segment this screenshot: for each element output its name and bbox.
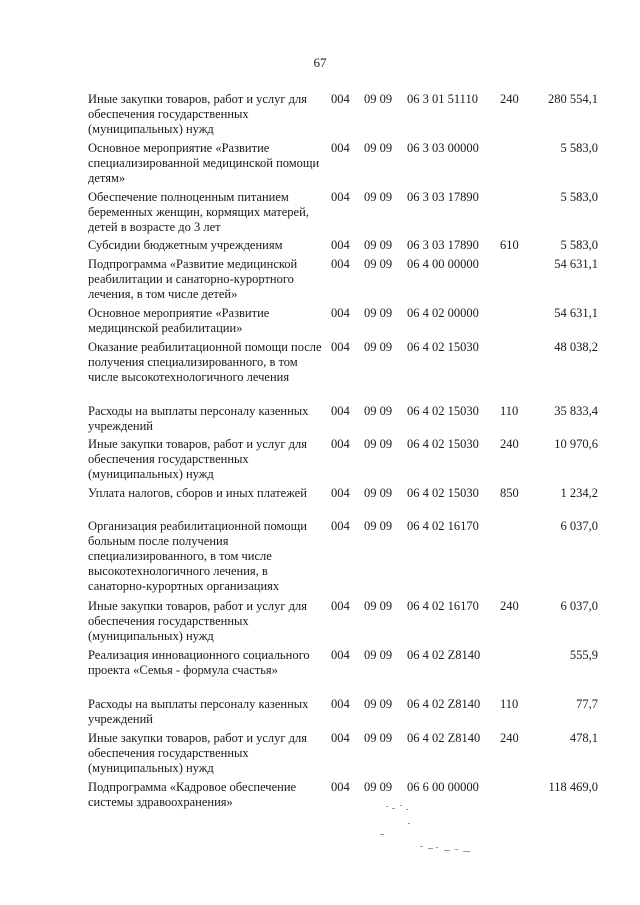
row-amount: 478,1 (569, 731, 598, 745)
row-amount: 280 554,1 (548, 92, 598, 106)
row-section-code: 09 09 (364, 92, 393, 106)
row-target-code: 06 4 02 00000 (407, 306, 479, 320)
row-expense-type: 240 (500, 731, 519, 745)
row-expense-type: 240 (500, 92, 519, 106)
row-section-code: 09 09 (364, 780, 393, 794)
row-amount: 118 469,0 (548, 780, 598, 794)
row-section-code: 09 09 (364, 257, 393, 271)
row-target-code: 06 4 02 Z8140 (407, 731, 481, 745)
row-target-code: 06 3 01 51110 (407, 92, 478, 106)
row-ministry-code: 004 (331, 238, 350, 252)
row-section-code: 09 09 (364, 648, 393, 662)
row-target-code: 06 3 03 00000 (407, 141, 479, 155)
row-section-code: 09 09 (364, 404, 393, 418)
row-description: Основное мероприятие «Развитие специализированной медицинской помощи детям» (88, 141, 320, 185)
row-description: Подпрограмма «Кадровое обеспечение системы здравоохранения» (88, 780, 297, 809)
row-description: Субсидии бюджетным учреждениям (88, 238, 283, 252)
row-section-code: 09 09 (364, 486, 393, 500)
row-ministry-code: 004 (331, 141, 350, 155)
row-description: Реализация инновационного социального проекта «Семья - формула счастья» (88, 648, 310, 677)
row-target-code: 06 4 02 Z8140 (407, 648, 481, 662)
row-target-code: 06 3 03 17890 (407, 238, 479, 252)
row-target-code: 06 6 00 00000 (407, 780, 479, 794)
row-section-code: 09 09 (364, 190, 393, 204)
page-number: 67 (313, 55, 327, 70)
row-section-code: 09 09 (364, 306, 393, 320)
row-section-code: 09 09 (364, 697, 393, 711)
row-amount: 6 037,0 (560, 519, 598, 533)
row-ministry-code: 004 (331, 519, 350, 533)
row-amount: 5 583,0 (560, 238, 598, 252)
row-amount: 5 583,0 (560, 141, 598, 155)
row-section-code: 09 09 (364, 599, 393, 613)
row-amount: 6 037,0 (560, 599, 598, 613)
row-target-code: 06 4 00 00000 (407, 257, 479, 271)
row-amount: 77,7 (576, 697, 598, 711)
row-ministry-code: 004 (331, 486, 350, 500)
row-description: Иные закупки товаров, работ и услуг для обеспечения государственных (муниципальных) нужд (88, 92, 308, 136)
row-amount: 555,9 (569, 648, 598, 662)
row-section-code: 09 09 (364, 437, 393, 451)
row-amount: 54 631,1 (554, 306, 598, 320)
row-expense-type: 110 (500, 697, 519, 711)
row-description: Оказание реабилитационной помощи после получения специализированного, в том числе высокотехнологичного лечения (88, 340, 322, 384)
row-description: Иные закупки товаров, работ и услуг для обеспечения государственных (муниципальных) нужд (88, 599, 308, 643)
row-target-code: 06 4 02 15030 (407, 486, 479, 500)
row-ministry-code: 004 (331, 599, 350, 613)
row-expense-type: 240 (500, 599, 519, 613)
row-target-code: 06 4 02 15030 (407, 437, 479, 451)
row-ministry-code: 004 (331, 648, 350, 662)
row-target-code: 06 4 02 15030 (407, 340, 479, 354)
row-expense-type: 240 (500, 437, 519, 451)
row-description: Основное мероприятие «Развитие медицинской реабилитации» (88, 306, 270, 335)
row-target-code: 06 4 02 15030 (407, 404, 479, 418)
row-expense-type: 850 (500, 486, 519, 500)
row-ministry-code: 004 (331, 190, 350, 204)
row-section-code: 09 09 (364, 340, 393, 354)
row-target-code: 06 4 02 Z8140 (407, 697, 481, 711)
row-expense-type: 610 (500, 238, 519, 252)
row-ministry-code: 004 (331, 257, 350, 271)
row-ministry-code: 004 (331, 306, 350, 320)
row-target-code: 06 3 03 17890 (407, 190, 479, 204)
row-section-code: 09 09 (364, 519, 393, 533)
row-target-code: 06 4 02 16170 (407, 519, 479, 533)
row-amount: 5 583,0 (560, 190, 598, 204)
row-description: Расходы на выплаты персоналу казенных учреждений (88, 697, 309, 726)
row-ministry-code: 004 (331, 404, 350, 418)
row-amount: 35 833,4 (554, 404, 598, 418)
row-ministry-code: 004 (331, 340, 350, 354)
row-amount: 10 970,6 (554, 437, 598, 451)
row-description: Обеспечение полноценным питанием беременных женщин, кормящих матерей, детей в возрасте до 3 лет (88, 190, 309, 234)
row-section-code: 09 09 (364, 238, 393, 252)
row-description: Организация реабилитационной помощи больным после получения специализированного, в том числе высокотехнологичного лечения, в санаторно-курортных организациях (88, 519, 307, 593)
row-description: Иные закупки товаров, работ и услуг для обеспечения государственных (муниципальных) нужд (88, 437, 308, 481)
row-ministry-code: 004 (331, 437, 350, 451)
row-ministry-code: 004 (331, 780, 350, 794)
row-section-code: 09 09 (364, 141, 393, 155)
row-ministry-code: 004 (331, 92, 350, 106)
row-target-code: 06 4 02 16170 (407, 599, 479, 613)
row-amount: 1 234,2 (560, 486, 598, 500)
row-description: Расходы на выплаты персоналу казенных учреждений (88, 404, 309, 433)
row-section-code: 09 09 (364, 731, 393, 745)
row-description: Иные закупки товаров, работ и услуг для обеспечения государственных (муниципальных) нужд (88, 731, 308, 775)
row-amount: 54 631,1 (554, 257, 598, 271)
row-ministry-code: 004 (331, 697, 350, 711)
row-ministry-code: 004 (331, 731, 350, 745)
row-description: Подпрограмма «Развитие медицинской реабилитации и санаторно-курортного лечения, в том числе детей» (88, 257, 298, 301)
row-description: Уплата налогов, сборов и иных платежей (88, 486, 307, 500)
row-expense-type: 110 (500, 404, 519, 418)
row-amount: 48 038,2 (554, 340, 598, 354)
